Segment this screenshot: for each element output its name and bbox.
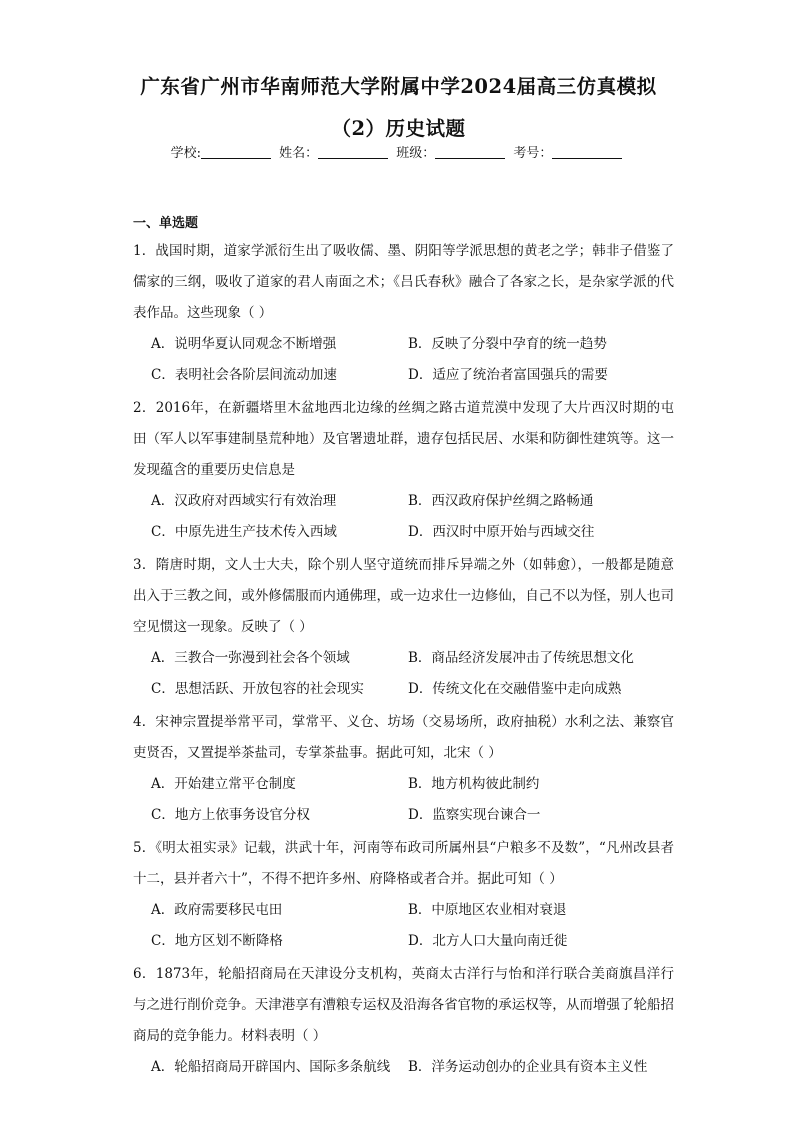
exam-title-line2: （2）历史试题 bbox=[331, 117, 466, 140]
option-a: A．说明华夏认同观念不断增强 bbox=[151, 336, 337, 352]
option-d: D．北方人口大量向南迁徙 bbox=[408, 933, 568, 949]
options bbox=[133, 1052, 674, 1083]
option-a: A．开始建立常平仓制度 bbox=[151, 776, 296, 792]
option-c: C．中原先进生产技术传入西域 bbox=[151, 524, 337, 540]
option-b: B．西汉政府保护丝绸之路畅通 bbox=[408, 493, 594, 509]
question-stem: 4．宋神宗置提举常平司，掌常平、义仓、坊场（交易场所，政府抽税）水利之法、兼察官吏贤否，又置提举茶盐司，专掌茶盐事。据此可知，北宋（ ） bbox=[133, 714, 674, 761]
options bbox=[133, 329, 674, 391]
question-stem: 1．战国时期，道家学派衍生出了吸收儒、墨、阴阳等学派思想的黄老之学；韩非子借鉴了儒家的三纲，吸收了道家的君人南面之术；《吕氏春秋》融合了各家之长，是杂家学派的代表作品。这些现象（ ） bbox=[133, 243, 674, 321]
option-a: A．轮船招商局开辟国内、国际多条航线 bbox=[151, 1059, 391, 1075]
options bbox=[133, 643, 674, 705]
question-stem: 5．《明太祖实录》记载，洪武十年，河南等布政司所属州县“户粮多不及数”，“凡州改县者十二，县并者六十”，不得不把许多州、府降格或者合并。据此可知（ ） bbox=[133, 840, 674, 887]
question-6 bbox=[133, 959, 674, 1083]
option-b: B．地方机构彼此制约 bbox=[408, 776, 540, 792]
name-blank bbox=[318, 145, 388, 159]
option-c: C．地方区划不断降格 bbox=[151, 933, 283, 949]
option-a: A．汉政府对西域实行有效治理 bbox=[151, 493, 337, 509]
option-b: B．反映了分裂中孕育的统一趋势 bbox=[408, 336, 607, 352]
question-4 bbox=[133, 707, 674, 831]
name-label: 姓名： bbox=[279, 146, 319, 161]
exam-number-label: 考号： bbox=[513, 146, 553, 161]
option-d: D．监察实现台谏合一 bbox=[408, 807, 541, 823]
exam-number-blank bbox=[552, 145, 622, 159]
school-label: 学校: bbox=[170, 146, 201, 161]
options bbox=[133, 486, 674, 548]
option-b: B．商品经济发展冲击了传统思想文化 bbox=[408, 650, 634, 666]
exam-title-line1: 广东省广州市华南师范大学附属中学2024届高三仿真模拟 bbox=[140, 75, 657, 98]
class-label: 班级： bbox=[396, 146, 436, 161]
option-d: D．适应了统治者富国强兵的需要 bbox=[408, 367, 608, 383]
option-c: C．表明社会各阶层间流动加速 bbox=[151, 367, 337, 383]
question-1 bbox=[133, 236, 674, 391]
school-blank bbox=[201, 145, 271, 159]
question-stem: 6．1873年，轮船招商局在天津设分支机构，英商太古洋行与怡和洋行联合美商旗昌洋行与之进行削价竞争。天津港享有漕粮专运权及沿海各省官物的承运权等，从而增强了轮船招商局的竞争能力。材料表明（ ） bbox=[133, 966, 674, 1044]
question-3 bbox=[133, 550, 674, 705]
option-a: A．三教合一弥漫到社会各个领域 bbox=[151, 650, 350, 666]
option-c: C．地方上依事务设官分权 bbox=[151, 807, 310, 823]
question-5 bbox=[133, 833, 674, 957]
option-d: D．西汉时中原开始与西域交往 bbox=[408, 524, 595, 540]
student-info-line bbox=[123, 144, 674, 164]
question-stem: 2．2016年，在新疆塔里木盆地西北边缘的丝绸之路古道荒漠中发现了大片西汉时期的屯田（军人以军事建制垦荒种地）及官署遗址群，遗存包括民居、水渠和防御性建筑等。这一发现蕴含的重要历史信息是 bbox=[133, 400, 674, 478]
option-b: B．中原地区农业相对衰退 bbox=[408, 902, 567, 918]
class-blank bbox=[435, 145, 505, 159]
section-title: 一、单选题 bbox=[133, 216, 199, 231]
options bbox=[133, 769, 674, 831]
question-2 bbox=[133, 393, 674, 548]
option-b: B．洋务运动创办的企业具有资本主义性 bbox=[408, 1059, 648, 1075]
question-stem: 3．隋唐时期，文人士大夫，除个别人坚守道统而排斥异端之外（如韩愈），一般都是随意出入于三教之间，或外修儒服而内通佛理，或一边求仕一边修仙，自己不以为怪，别人也司空见惯这一现象。反映了（ ） bbox=[133, 557, 674, 635]
options bbox=[133, 895, 674, 957]
option-a: A．政府需要移民屯田 bbox=[151, 902, 283, 918]
option-c: C．思想活跃、开放包容的社会现实 bbox=[151, 681, 364, 697]
option-d: D．传统文化在交融借鉴中走向成熟 bbox=[408, 681, 622, 697]
